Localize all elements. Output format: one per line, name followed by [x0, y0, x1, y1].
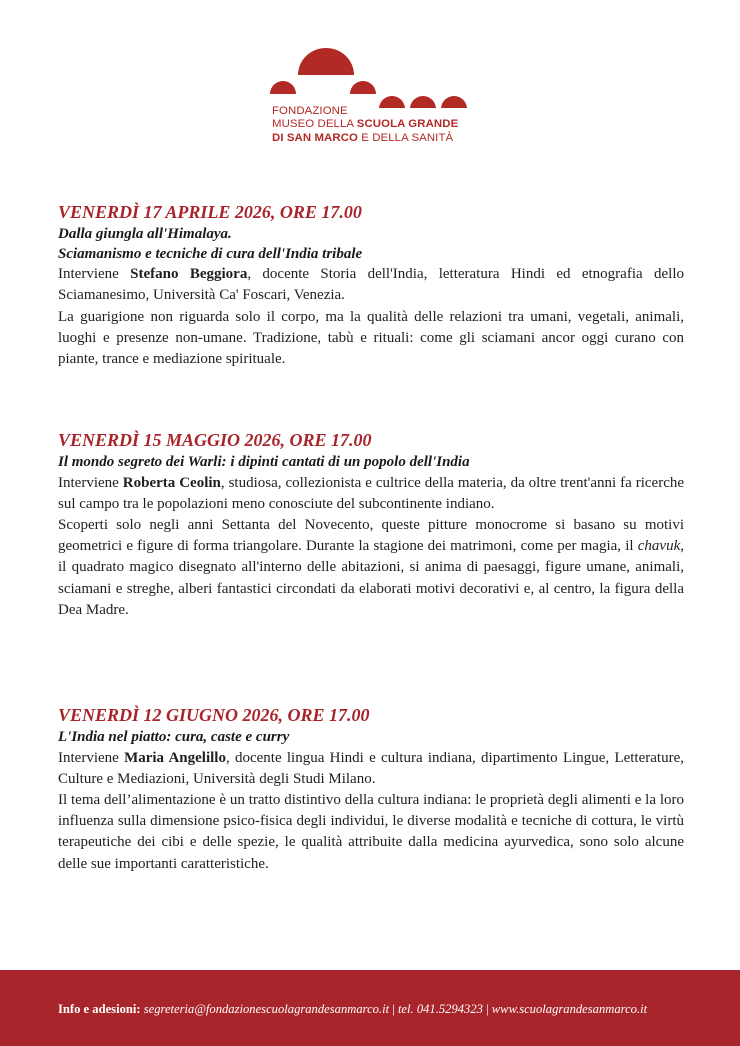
event-date: VENERDÌ 17 APRILE 2026, ORE 17.00 — [58, 202, 362, 222]
event-date: VENERDÌ 15 MAGGIO 2026, ORE 17.00 — [58, 430, 372, 450]
dome-large — [298, 48, 354, 75]
event-speaker — [58, 748, 684, 790]
logo-wordmark — [272, 105, 458, 145]
event-may — [58, 429, 684, 621]
foundation-logo — [270, 48, 480, 148]
footer-bar — [0, 970, 740, 1046]
logo-line-3-bold: DI SAN MARCO — [272, 131, 358, 144]
description-part-1: Scoperti solo negli anni Settanta del Novecento, queste pitture monocrome si basano su motivi geometrici e figure di forma triangolare. Durante la stagione dei matrimoni, come per magia, il — [58, 517, 684, 555]
speaker-prefix: Interviene — [58, 749, 125, 766]
footer-email-link[interactable]: segreteria@fondazionescuolagrandesanmarco.it — [143, 1002, 390, 1016]
event-speaker — [58, 264, 684, 306]
event-description — [58, 515, 684, 621]
event-description: La guarigione non riguarda solo il corpo, ma la qualità delle relazioni tra umani, vegetali, animali, luoghi e presenze non-umane. Tradizione, tabù e rituali: come gli sciamani ancor oggi curano con piante, trance e mediazione spirituale. — [58, 308, 684, 367]
footer-phone: tel. 041.5294323 — [397, 1002, 483, 1016]
footer-separator: | — [389, 1002, 398, 1016]
speaker-prefix: Interviene — [58, 474, 123, 491]
speaker-name: Stefano Beggiora — [130, 266, 248, 283]
footer-contacts — [58, 1002, 647, 1017]
event-title-line-1: Il mondo segreto dei Warli: i dipinti cantati di un popolo dell'India — [58, 454, 470, 470]
speaker-description: , studiosa, collezionista e cultrice della materia, da oltre trent'anni fa ricerche sul campo tra le popolazioni meno conosciute del subcontinente indiano. — [58, 474, 685, 512]
footer-website-link[interactable]: www.scuolagrandesanmarco.it — [491, 1002, 648, 1016]
logo-line-3-regular: E DELLA SANITÀ — [358, 131, 454, 144]
event-speaker — [58, 473, 684, 515]
event-title-line-2: Sciamanismo e tecniche di cura dell'India tribale — [58, 245, 363, 262]
event-date: VENERDÌ 12 GIUGNO 2026, ORE 17.00 — [58, 705, 370, 725]
speaker-prefix: Interviene — [58, 266, 131, 283]
dome-left — [270, 81, 296, 94]
speaker-description: , docente lingua Hindi e cultura indiana, dipartimento Lingue, Letterature, Culture e Mediazioni, Università degli Studi Milano. — [58, 749, 684, 787]
logo-line-1: FONDAZIONE — [272, 105, 348, 117]
logo-line-2-regular: MUSEO DELLA — [272, 118, 357, 131]
logo-line-2 — [272, 118, 458, 131]
footer-separator: | — [482, 1002, 492, 1016]
footer-label: Info e adesioni: — [58, 1002, 141, 1016]
speaker-name: Maria Angelillo — [124, 749, 226, 766]
event-title-line-1: L'India nel piatto: cura, caste e curry — [58, 729, 290, 745]
event-april — [58, 201, 684, 370]
event-title-line-1: Dalla giungla all'Himalaya. — [58, 226, 232, 242]
description-part-2: , il quadrato magico disegnato all'interno delle abitazioni, si anima di paesaggi, figure umane, animali, sciamani e streghe, alberi fantastici circondati da elaborati motivi decorativi e, al centro, la figura della Dea Madre. — [58, 538, 684, 618]
logo-line-3 — [272, 132, 458, 145]
event-description: Il tema dell’alimentazione è un tratto distintivo della cultura indiana: le proprietà degli alimenti e la loro influenza sulla dimensione psico-fisica degli individui, le diverse modalità e tecniche di cottura, le virtù terapeutiche dei cibi e delle spezie, le qualità attribuite dalla medicina ayurvedica, sono solo alcune delle sue importanti caratteristiche. — [58, 792, 684, 872]
description-italic-term: chavuk — [637, 538, 681, 555]
dome-right-upper — [350, 81, 376, 94]
speaker-name: Roberta Ceolin — [122, 474, 221, 491]
speaker-description: , docente Storia dell'India, letteratura Hindi ed etnografia dello Sciamanesimo, Università Ca' Foscari, Venezia. — [58, 266, 684, 304]
event-june — [58, 704, 684, 875]
domes-logo-icon — [270, 48, 480, 108]
logo-line-2-bold: SCUOLA GRANDE — [356, 118, 459, 131]
